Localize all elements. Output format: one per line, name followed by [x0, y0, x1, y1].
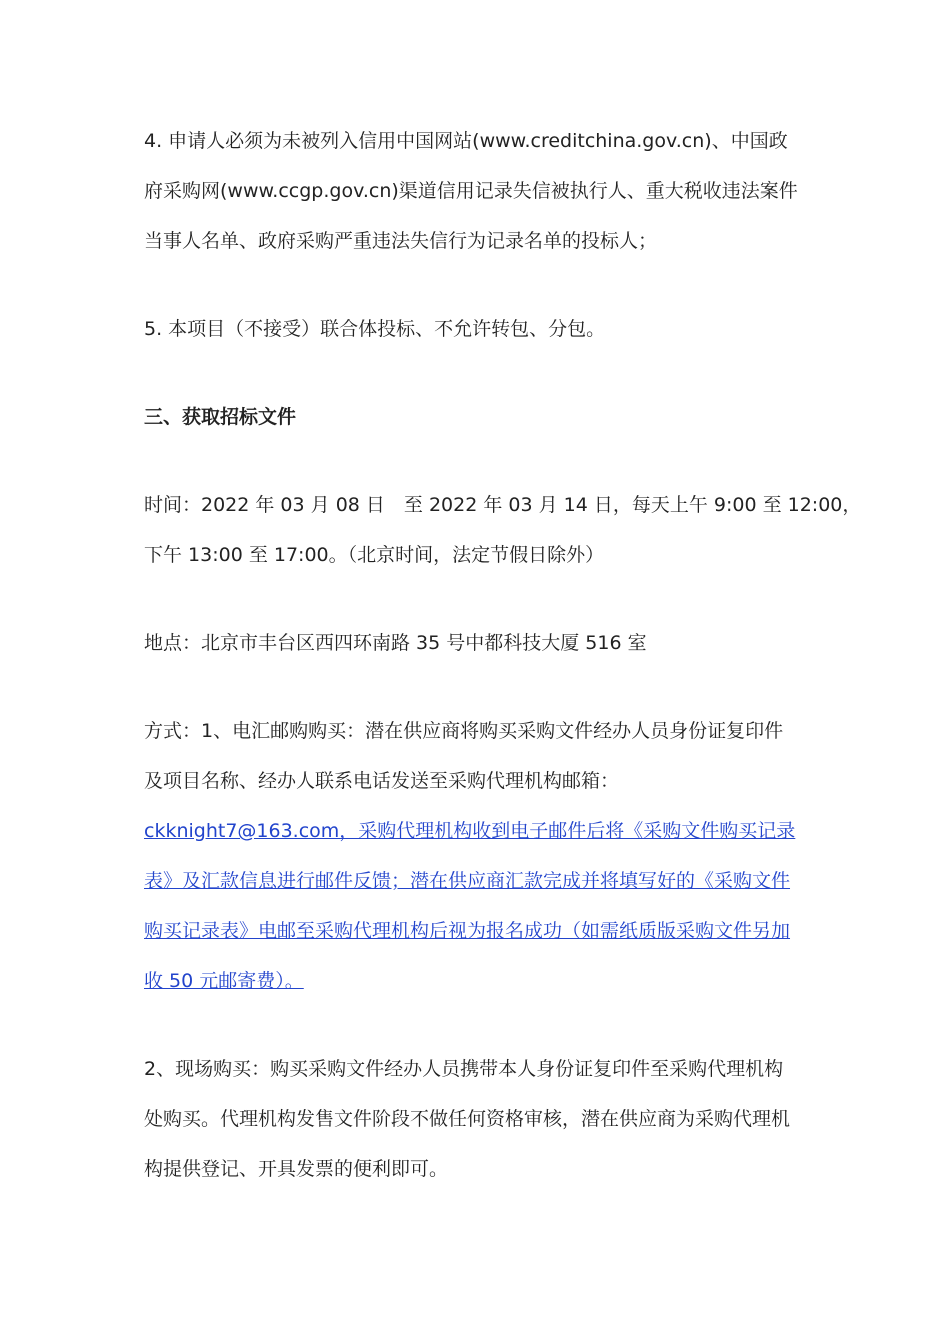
location-text: 地点：北京市丰台区西四环南路 35 号中都科技大厦 516 室	[144, 632, 647, 654]
item4-line-2: 府采购网(www.ccgp.gov.cn)渠道信用记录失信被执行人、重大税收违法案件	[144, 180, 798, 202]
item4-line-1: 4. 申请人必须为未被列入信用中国网站(www.creditchina.gov.cn)、中国政	[144, 130, 788, 152]
email-link-line-2[interactable]: 表》及汇款信息进行邮件反馈；潜在供应商汇款完成并将填写好的《采购文件	[144, 870, 791, 892]
time-line-1: 时间：2022 年 03 月 08 日 至 2022 年 03 月 14 日，每天上午 9:00 至 12:00，	[144, 494, 862, 516]
method2-line-1: 2、现场购买：购买采购文件经办人员携带本人身份证复印件至采购代理机构	[144, 1058, 784, 1080]
email-link-line-4[interactable]: 收 50 元邮寄费）。	[144, 970, 304, 992]
method2-line-3: 构提供登记、开具发票的便利即可。	[144, 1158, 449, 1180]
section-heading-obtain-documents: 三、获取招标文件	[144, 406, 297, 428]
email-link-line-3[interactable]: 购买记录表》电邮至采购代理机构后视为报名成功（如需纸质版采购文件另加	[144, 920, 791, 942]
item5-text: 5. 本项目（不接受）联合体投标、不允许转包、分包。	[144, 318, 606, 340]
time-line-2: 下午 13:00 至 17:00。（北京时间，法定节假日除外）	[144, 544, 605, 566]
email-link-line-1[interactable]: ckknight7@163.com，采购代理机构收到电子邮件后将《采购文件购买记录	[144, 820, 796, 842]
method2-line-2: 处购买。代理机构发售文件阶段不做任何资格审核，潜在供应商为采购代理机	[144, 1108, 791, 1130]
method1-line-1: 方式：1、电汇邮购购买：潜在供应商将购买采购文件经办人员身份证复印件	[144, 720, 784, 742]
method1-line-2: 及项目名称、经办人联系电话发送至采购代理机构邮箱：	[144, 770, 620, 792]
item4-line-3: 当事人名单、政府采购严重违法失信行为记录名单的投标人；	[144, 230, 658, 252]
